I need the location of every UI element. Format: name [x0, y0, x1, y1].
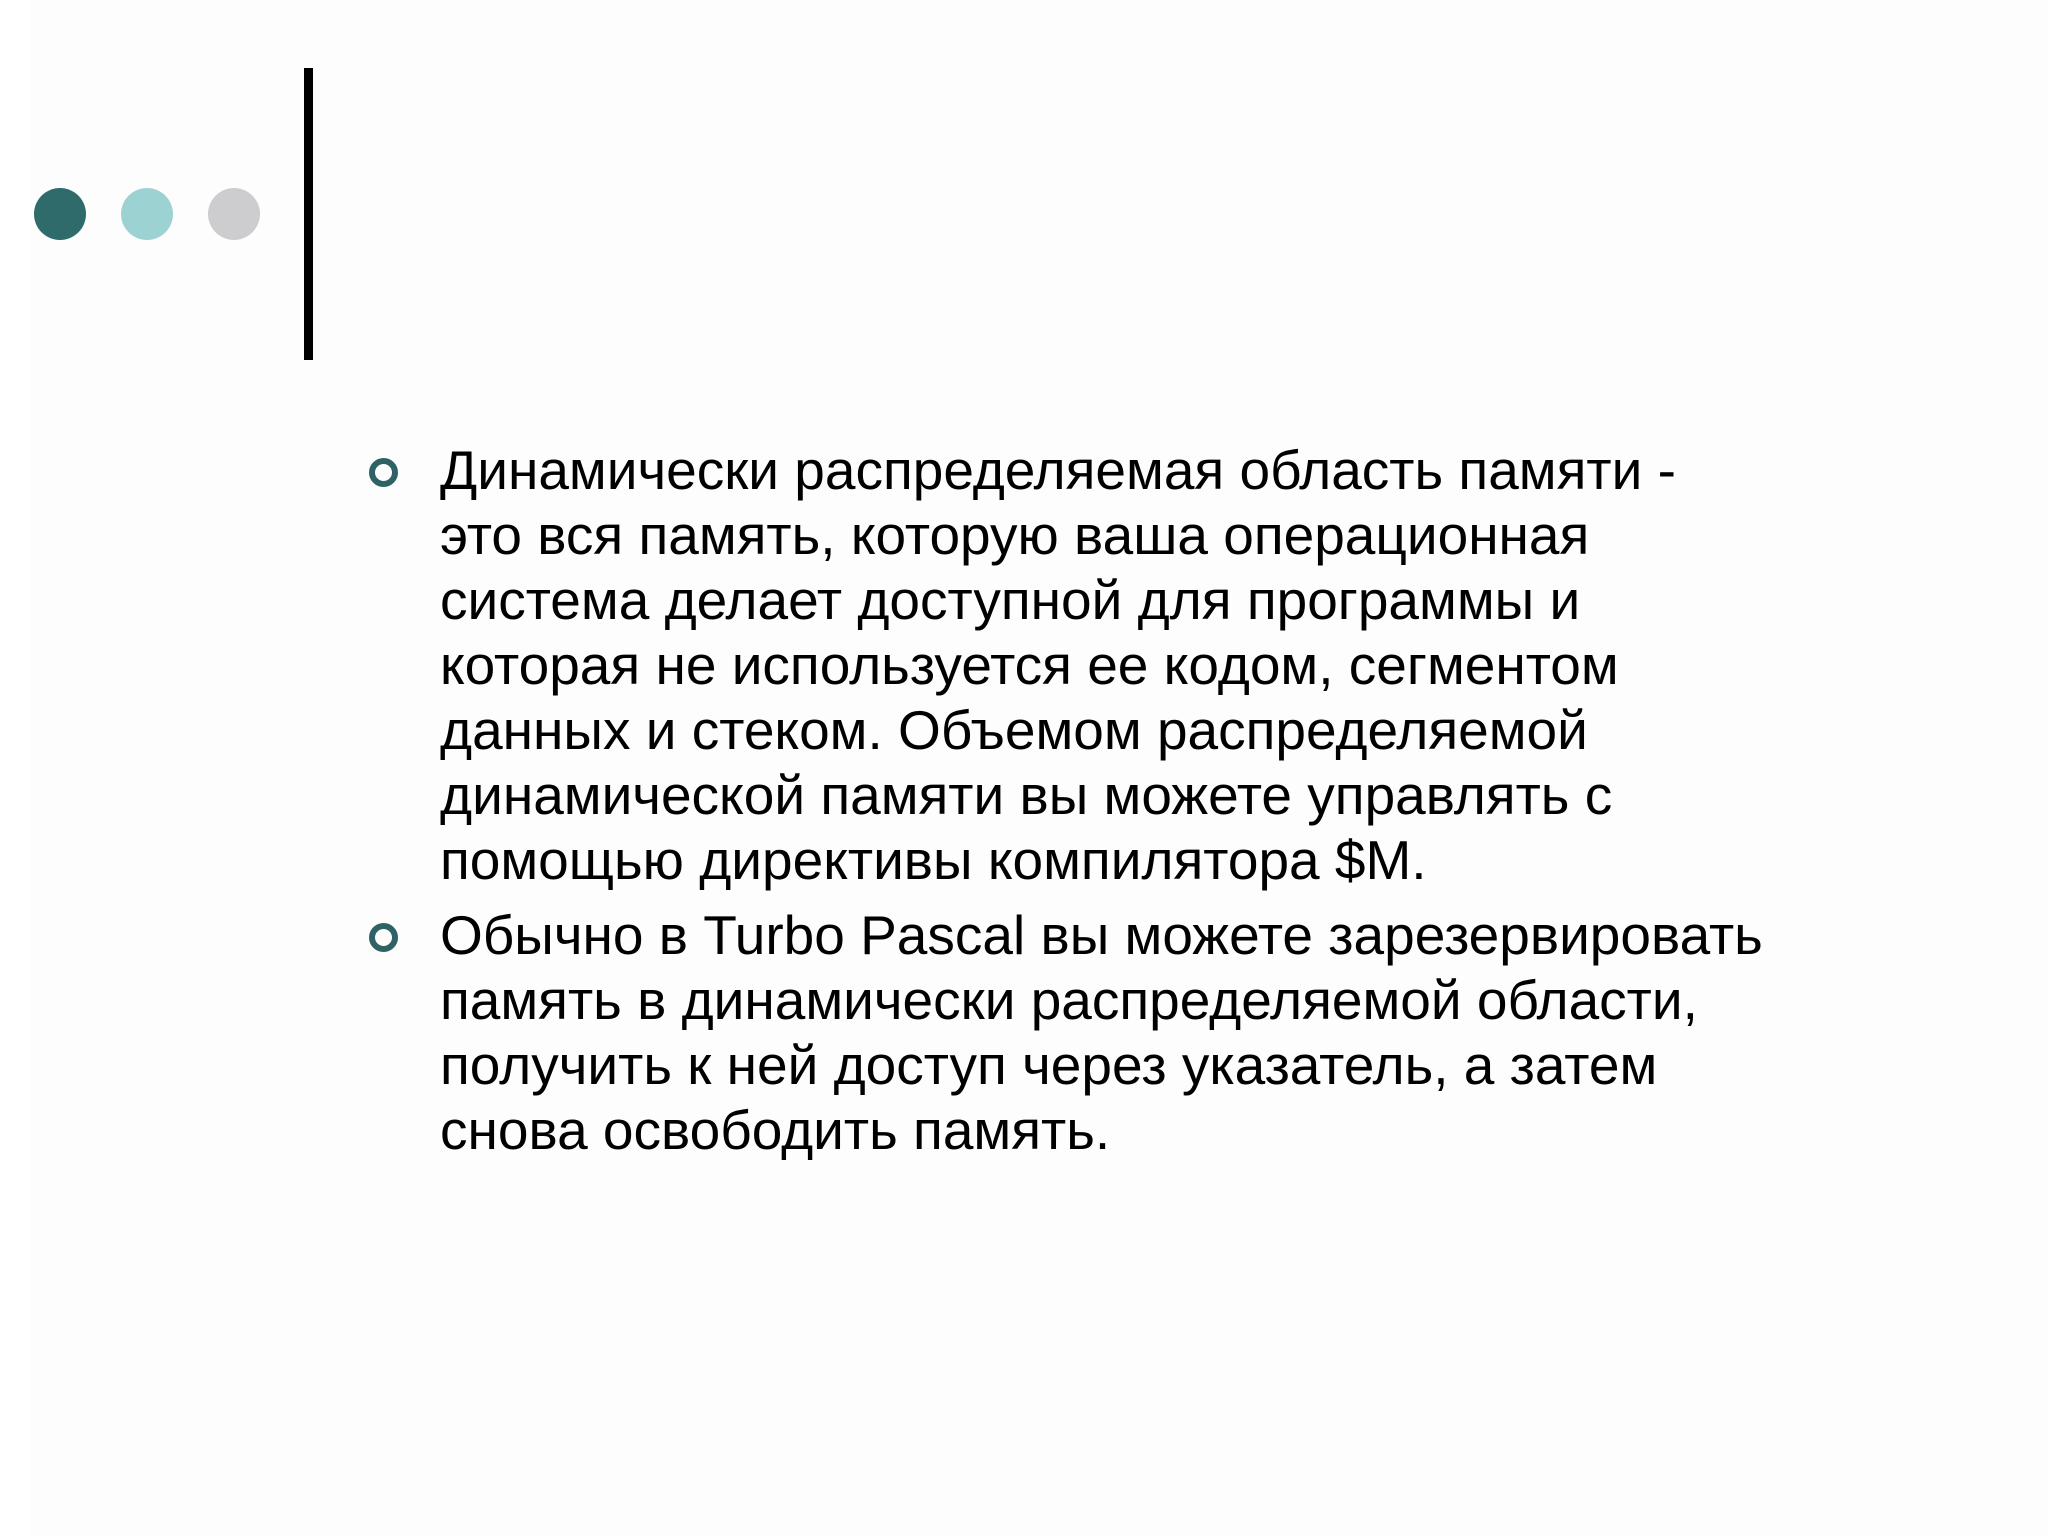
title-divider-rule [304, 68, 313, 360]
bullet-text-line: данных и стеком. Объемом распределяемой [440, 699, 1588, 761]
bullet-item [360, 903, 2000, 1163]
bullet-list [360, 438, 2000, 1173]
slide-margin [0, 0, 30, 1536]
bullet-text-line: это вся память, которую ваша операционная [440, 504, 1590, 566]
bullet-text-line: Обычно в Turbo Pascal вы можете зарезервировать [440, 904, 1763, 966]
bullet-circle-icon [369, 458, 398, 487]
bullet-text-line: получить к ней доступ через указатель, а затем [440, 1034, 1658, 1096]
bullet-text-line: динамической памяти вы можете управлять с [440, 764, 1613, 826]
bullet-text-line: память в динамически распределяемой области, [440, 969, 1698, 1031]
bullet-item [360, 438, 2000, 893]
bullet-text-line: Динамически распределяемая область памяти - [440, 439, 1676, 501]
bullet-text-line: система делает доступной для программы и [440, 569, 1581, 631]
bullet-text-line: помощью директивы компилятора $M. [440, 829, 1427, 891]
decor-circle-light [121, 188, 173, 240]
bullet-text-line: которая не используется ее кодом, сегментом [440, 634, 1619, 696]
bullet-circle-icon [369, 923, 398, 952]
decor-circle-dark [34, 188, 86, 240]
bullet-text-line: снова освободить память. [440, 1099, 1111, 1161]
decor-circle-grey [208, 188, 260, 240]
